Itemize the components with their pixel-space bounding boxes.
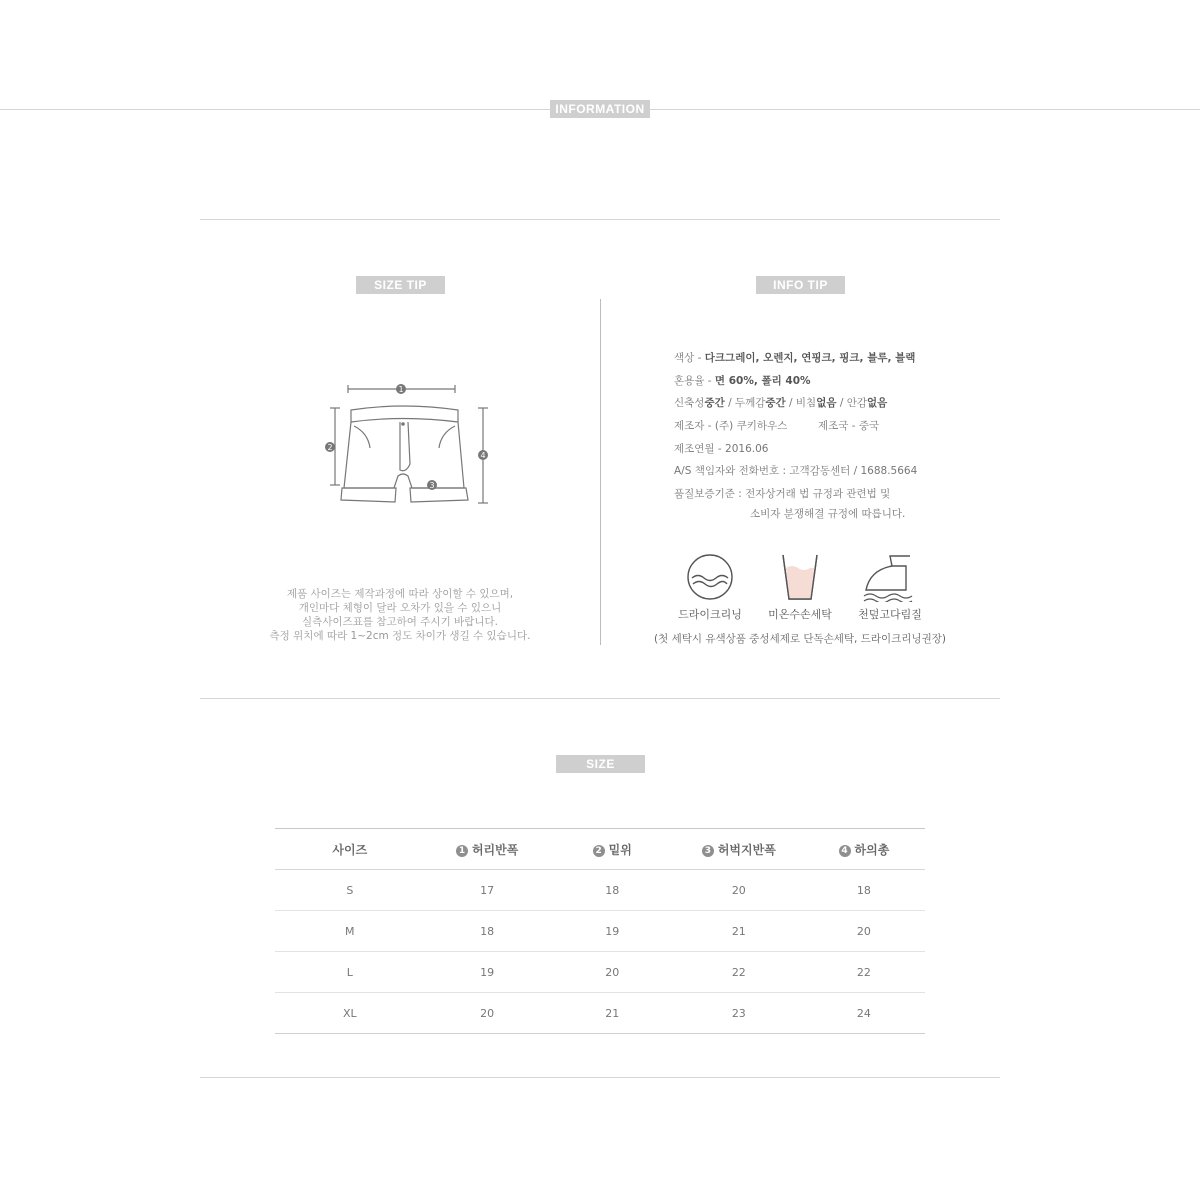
size-table: [275, 828, 925, 1034]
shorts-diagram: [318, 378, 488, 518]
size-note-line: 측정 위치에 따라 1~2cm 정도 차이가 생길 수 있습니다.: [269, 630, 531, 642]
table-row: [275, 911, 925, 952]
size-note-line: 개인마다 체형이 달라 오차가 있을 수 있으니: [298, 602, 502, 614]
cell-length: 24: [803, 993, 925, 1034]
lining-value: 없음: [866, 397, 888, 409]
fabric-props-line: [674, 395, 887, 410]
color-value: 다크그레이, 오렌지, 연핑크, 핑크, 블루, 블랙: [704, 352, 916, 364]
cell-thigh: 20: [675, 870, 803, 911]
color-label: 색상 -: [674, 352, 705, 364]
color-line: [674, 350, 915, 365]
header-size: 사이즈: [275, 829, 425, 870]
size-note-line: 실측사이즈표를 참고하여 주시기 바랍니다.: [302, 616, 498, 628]
header-thigh: 3 허벅지반폭: [675, 829, 803, 870]
table-row: [275, 952, 925, 993]
num-badge-2: 2: [593, 845, 605, 857]
information-tag: INFORMATION: [550, 100, 650, 118]
header-rise: 2 밑위: [550, 829, 675, 870]
maker-line: 제조자 - (주) 쿠키하우스: [674, 420, 788, 432]
cell-rise: 18: [550, 870, 675, 911]
cell-thigh: 22: [675, 952, 803, 993]
material-line: [674, 373, 811, 388]
section-divider-1: [200, 219, 1000, 220]
cell-size: M: [275, 911, 425, 952]
seethrough-label: / 비침: [785, 397, 817, 409]
care-iron: [845, 552, 935, 622]
as-line: A/S 책임자와 전화번호 : 고객감동센터 / 1688.5664: [674, 465, 918, 477]
cell-size: S: [275, 870, 425, 911]
size-tag: SIZE: [556, 755, 645, 773]
cell-length: 22: [803, 952, 925, 993]
cell-thigh: 23: [675, 993, 803, 1034]
cell-rise: 21: [550, 993, 675, 1034]
care-label: 미온수손세탁: [768, 608, 832, 621]
thickness-label: / 두께감: [724, 397, 766, 409]
size-header-row: [275, 829, 925, 870]
size-note-line: 제품 사이즈는 제작과정에 따라 상이할 수 있으며,: [286, 588, 514, 600]
care-label: 천덮고다림질: [858, 608, 922, 621]
column-divider: [600, 299, 601, 645]
care-hand-wash: [755, 552, 845, 622]
stretch-value: 중간: [704, 397, 725, 409]
cell-rise: 19: [550, 911, 675, 952]
quality-line-1: 품질보증기준 : 전자상거래 법 규정과 관련법 및: [674, 488, 891, 500]
care-dry-clean: [665, 552, 755, 622]
marker-2-label: 2: [327, 443, 333, 452]
stretch-label: 신축성: [674, 397, 705, 409]
table-row: [275, 870, 925, 911]
marker-1-label: 1: [398, 385, 404, 394]
quality-line-2: 소비자 분쟁해결 규정에 따릅니다.: [750, 508, 906, 520]
cell-thigh: 21: [675, 911, 803, 952]
material-label: 혼용율 -: [674, 375, 715, 387]
date-line: 제조연월 - 2016.06: [674, 443, 769, 455]
table-row: [275, 993, 925, 1034]
marker-3-label: 3: [429, 481, 435, 490]
hand-wash-icon: [775, 552, 825, 602]
dry-clean-icon: [685, 552, 735, 602]
header-length: 4 하의총: [803, 829, 925, 870]
cell-rise: 20: [550, 952, 675, 993]
seethrough-value: 없음: [816, 397, 837, 409]
size-tip-notes: [200, 587, 600, 643]
cell-waist: 17: [425, 870, 550, 911]
num-badge-4: 4: [839, 845, 851, 857]
cell-waist: 19: [425, 952, 550, 993]
care-label: 드라이크리닝: [678, 608, 742, 621]
cell-size: XL: [275, 993, 425, 1034]
iron-icon: [862, 552, 918, 602]
thickness-value: 중간: [765, 397, 786, 409]
size-tip-tag: SIZE TIP: [356, 276, 445, 294]
bottom-divider: [200, 1077, 1000, 1078]
marker-4-label: 4: [480, 451, 486, 460]
cell-length: 18: [803, 870, 925, 911]
cell-length: 20: [803, 911, 925, 952]
material-value: 면 60%, 폴리 40%: [714, 375, 811, 387]
num-badge-3: 3: [702, 845, 714, 857]
cell-waist: 18: [425, 911, 550, 952]
care-note: (첫 세탁시 유색상품 중성세제로 단독손세탁, 드라이크리닝권장): [654, 633, 946, 645]
cell-size: L: [275, 952, 425, 993]
num-badge-1: 1: [456, 845, 468, 857]
cell-waist: 20: [425, 993, 550, 1034]
lining-label: / 안감: [836, 397, 867, 409]
section-divider-2: [200, 698, 1000, 699]
info-tip-tag: INFO TIP: [756, 276, 845, 294]
waistband-shape: [351, 406, 458, 422]
country-line: 제조국 - 중국: [818, 420, 880, 432]
header-waist: 1 허리반폭: [425, 829, 550, 870]
